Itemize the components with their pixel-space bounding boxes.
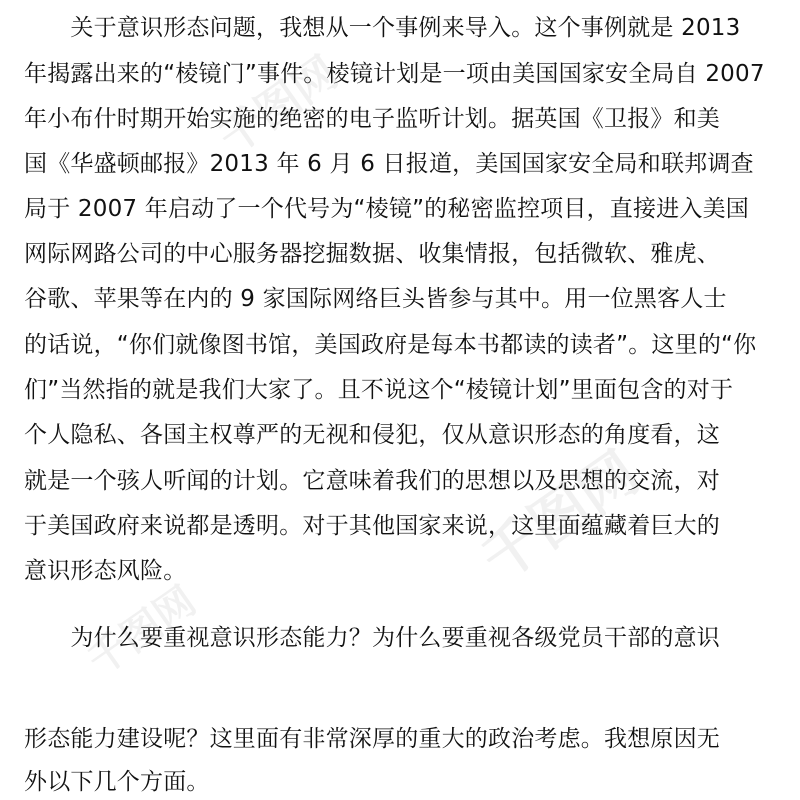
text-line: 为什么要重视意识形态能力？为什么要重视各级党员干部的意识	[24, 625, 720, 651]
text-line: 们”当然指的就是我们大家了。且不说这个“棱镜计划”里面包含的对于	[24, 377, 734, 403]
text-line: 的话说，“你们就像图书馆，美国政府是每本书都读的读者”。这里的“你	[24, 332, 757, 358]
text-line: 个人隐私、各国主权尊严的无视和侵犯，仅从意识形态的角度看，这	[24, 422, 720, 448]
text-line: 形态能力建设呢？这里面有非常深厚的重大的政治考虑。我想原因无	[24, 726, 720, 752]
text-line: 局于 2007 年启动了一个代号为“棱镜”的秘密监控项目，直接进入美国	[24, 196, 749, 222]
watermark-3: 千图网	[79, 578, 205, 685]
text-line: 外以下几个方面。	[24, 769, 210, 795]
text-line: 意识形态风险。	[24, 558, 187, 584]
text-line: 谷歌、苹果等在内的 9 家国际网络巨头皆参与其中。用一位黑客人士	[24, 286, 727, 312]
text-line: 年小布什时期开始实施的绝密的电子监听计划。据英国《卫报》和美	[24, 106, 720, 132]
text-line: 于美国政府来说都是透明。对于其他国家来说，这里面蕴藏着巨大的	[24, 513, 720, 539]
text-line: 关于意识形态问题，我想从一个事例来导入。这个事例就是 2013	[24, 15, 741, 41]
watermark-1: 千图网	[209, 46, 348, 165]
text-line: 网际网路公司的中心服务器挖掘数据、收集情报，包括微软、雅虎、	[24, 241, 720, 267]
text-line: 就是一个骇人听闻的计划。它意味着我们的思想以及思想的交流，对	[24, 468, 720, 494]
text-line: 国《华盛顿邮报》2013 年 6 月 6 日报道，美国国家安全局和联邦调查	[24, 151, 754, 177]
watermark-2: 千图网	[469, 438, 651, 594]
body-text	[24, 0, 776, 800]
text-line: 年揭露出来的“棱镜门”事件。棱镜计划是一项由美国国家安全局自 2007	[24, 61, 765, 87]
